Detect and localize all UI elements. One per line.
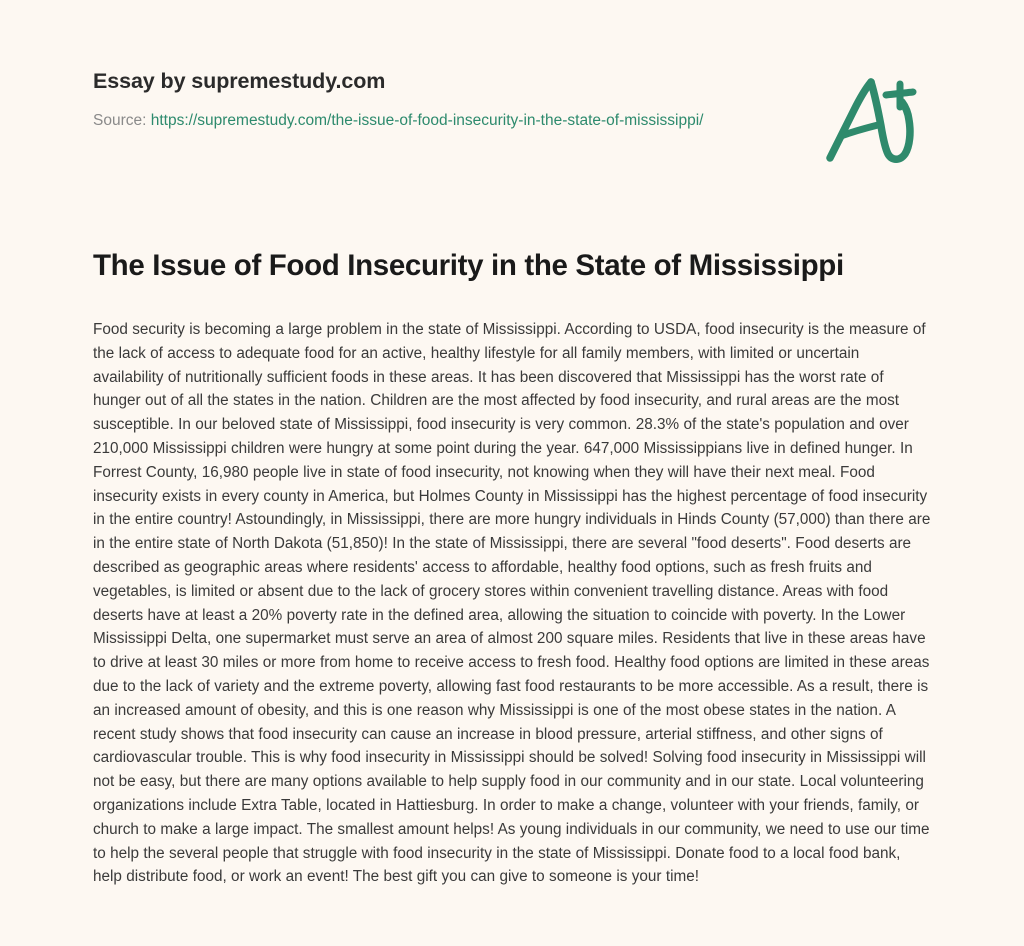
document-header [93, 68, 931, 132]
source-line [93, 111, 931, 132]
source-url-link[interactable]: https://supremestudy.com/the-issue-of-food-insecurity-in-the-state-of-mississippi/ [150, 111, 704, 129]
essay-body-text: Food security is becoming a large problem in the state of Mississippi. According to USDA, food insecurity is the measure of the lack of access to adequate food for an active, healthy lifestyle for all family members, with limited or uncertain availability of nutritionally sufficient foods in these areas. It has been discovered that Mississippi has the worst rate of hunger out of all the states in the nation. Children are the most affected by food insecurity, and rural areas are the most susceptible. In our beloved state of Mississippi, food insecurity is very common. 28.3% of the state's population and over 210,000 Mississippi children were hungry at some point during the year. 647,000 Mississippians live in defined hunger. In Forrest County, 16,980 people live in state of food insecurity, not knowing when they will have their next meal. Food insecurity exists in every county in America, but Holmes County in Mississippi has the highest percentage of food insecurity in the entire country! Astoundingly, in Mississippi, there are more hungry individuals in Hinds County (57,000) than there are in the entire state of North Dakota (51,850)! In the state of Mississippi, there are several "food deserts". Food deserts are described as geographic areas where residents' access to affordable, healthy food options, such as fresh fruits and vegetables, is limited or absent due to the lack of grocery stores within convenient travelling distance. Areas with food deserts have at least a 20% poverty rate in the defined area, allowing the situation to coincide with poverty. In the Lower Mississippi Delta, one supermarket must serve an area of almost 200 square miles. Residents that live in these areas have to drive at least 30 miles or more from home to receive access to fresh food. Healthy food options are limited in these areas due to the lack of variety and the extreme poverty, allowing fast food restaurants to be more accessible. As a result, there is an increased amount of obesity, and this is one reason why Mississippi is one of the most obese states in the nation. A recent study shows that food insecurity can cause an increase in blood pressure, arterial stiffness, and other signs of cardiovascular trouble. This is why food insecurity in Mississippi should be solved! Solving food insecurity in Mississippi will not be easy, but there are many options available to help supply food in our community and in our state. Local volunteering organizations include Extra Table, located in Hattiesburg. In order to make a change, volunteer with your friends, family, or church to make a large impact. The smallest amount helps! As young individuals in our community, we need to use our time to help the several people that struggle with food insecurity in the state of Mississippi. Donate food to a local food bank, help distribute food, or work an event! The best gift you can give to someone is your time! [93, 321, 931, 886]
page-title: The Issue of Food Insecurity in the State of Mississippi [93, 249, 844, 282]
source-label: Source: [93, 111, 147, 129]
a-plus-logo-icon [818, 66, 928, 170]
essay-byline: Essay by supremestudy.com [93, 69, 386, 93]
